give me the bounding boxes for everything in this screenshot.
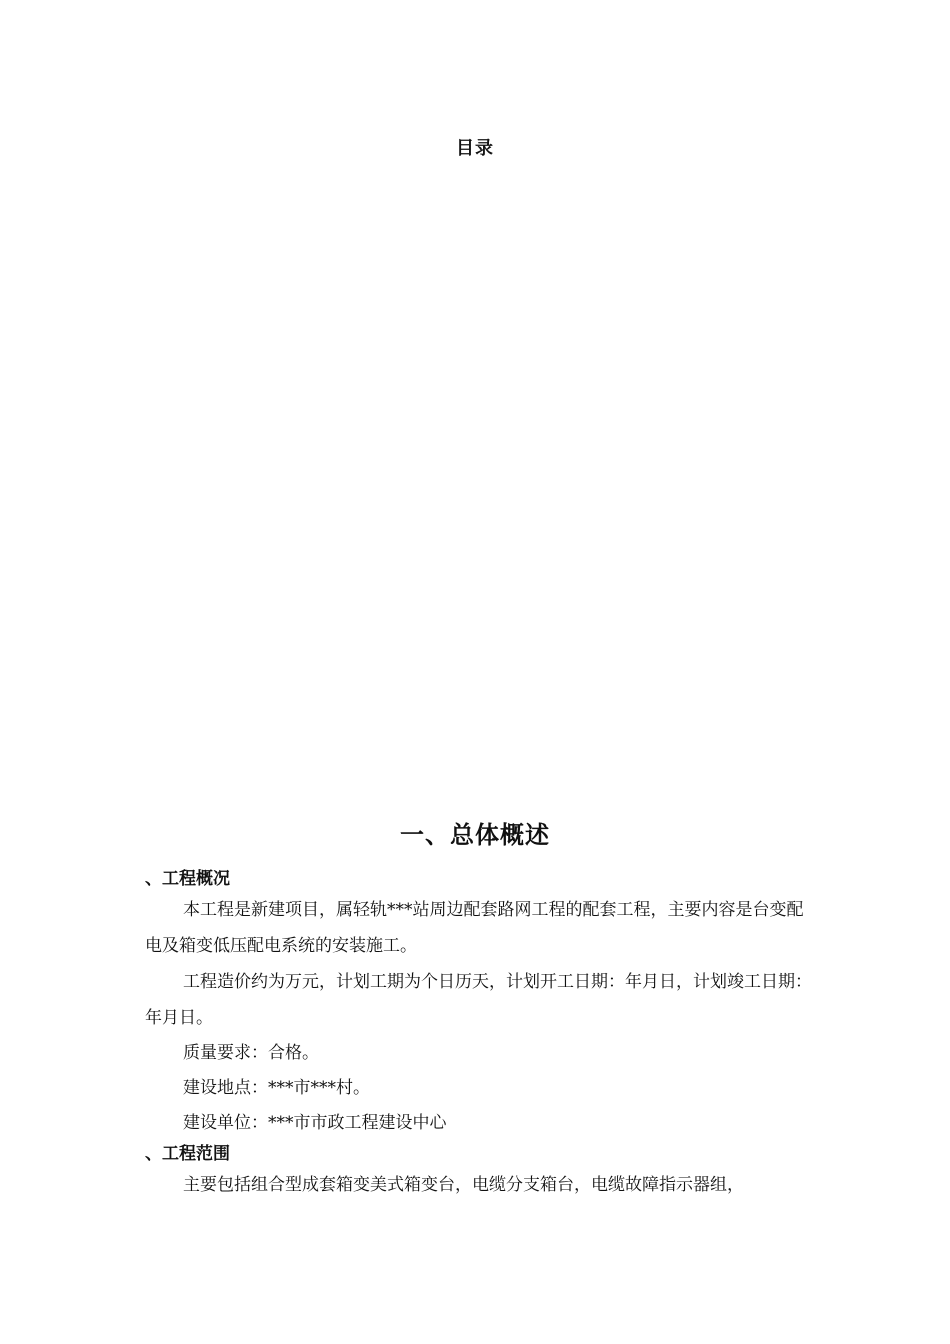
- chapter-content: [145, 866, 820, 1203]
- chapter-title: 一、总体概述: [400, 821, 550, 849]
- paragraph-location: 建设地点：***市***村。: [183, 1078, 370, 1098]
- paragraph-cost-schedule: 工程造价约为万元，计划工期为个日历天，计划开工日期：年月日，计划竣工日期：年月日。: [145, 972, 812, 1028]
- section-heading-overview: 、工程概况: [145, 869, 230, 889]
- paragraph-project-description: 本工程是新建项目，属轻轨***站周边配套路网工程的配套工程，主要内容是台变配电及箱变低压配电系统的安装施工。: [145, 900, 804, 956]
- paragraph-scope: 主要包括组合型成套箱变美式箱变台，电缆分支箱台，电缆故障指示器组，: [183, 1175, 744, 1195]
- paragraph-quality: 质量要求：合格。: [183, 1043, 319, 1063]
- toc-title: 目录: [456, 138, 494, 159]
- paragraph-client: 建设单位：***市市政工程建设中心: [183, 1113, 447, 1133]
- section-heading-scope: 、工程范围: [145, 1144, 230, 1164]
